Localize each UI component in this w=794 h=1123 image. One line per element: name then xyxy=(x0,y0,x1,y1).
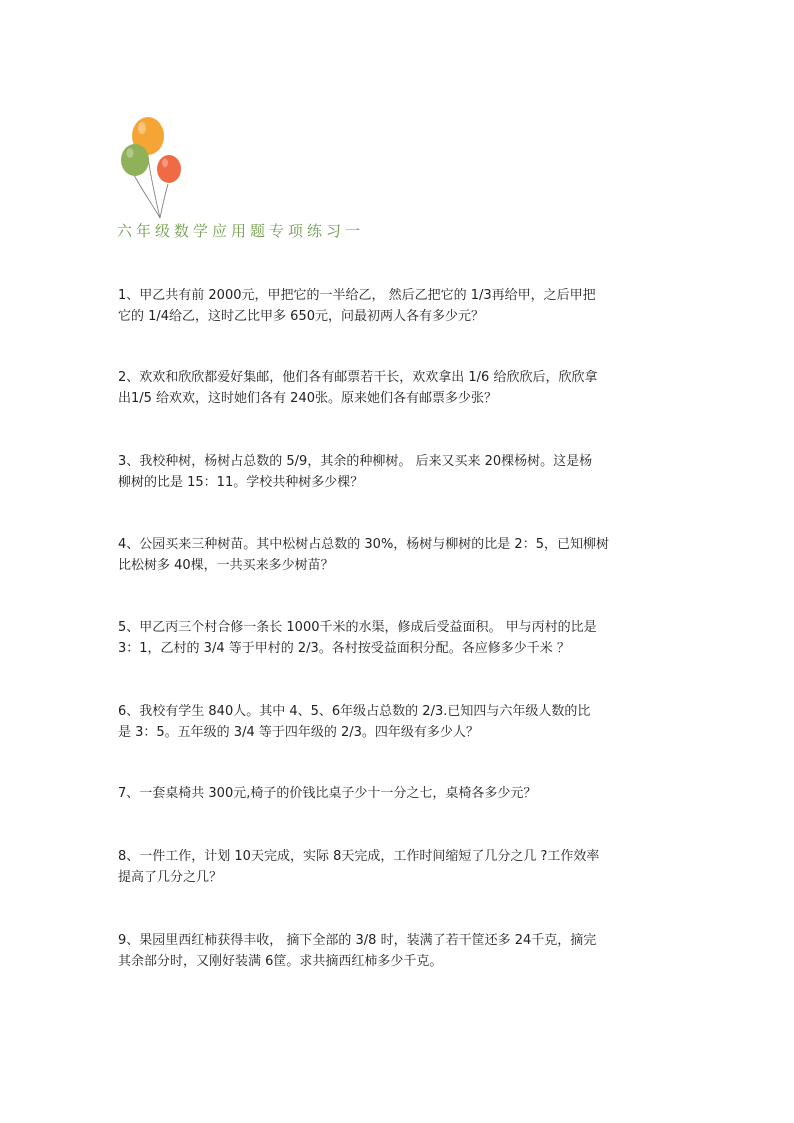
problem-line: 1、甲乙共有前 2000元，甲把它的一半给乙， 然后乙把它的 1/3再给甲，之后甲把 xyxy=(118,288,596,303)
problem-line: 3：1，乙村的 3/4 等于甲村的 2/3。各村按受益面积分配。各应修多少千米 ？ xyxy=(118,641,570,656)
problem-line: 出1/5 给欢欢，这时她们各有 240张。原来她们各有邮票多少张？ xyxy=(118,391,497,406)
problem-line: 9、果园里西红柿获得丰收， 摘下全部的 3/8 时，装满了若干筐还多 24千克，摘完 xyxy=(118,933,597,948)
problem-line: 3、我校种树，杨树占总数的 5/9，其余的种柳树。 后来又买来 20棵杨树。这是杨 xyxy=(118,454,593,469)
problem-1 xyxy=(118,285,678,327)
problem-line: 提高了几分之几？ xyxy=(118,870,223,885)
problem-3 xyxy=(118,451,678,493)
problem-line: 7、一套桌椅共 300元,椅子的价钱比桌子少十一分之七，桌椅各多少元？ xyxy=(118,786,537,801)
problem-line: 是 3：5。五年级的 3/4 等于四年级的 2/3。四年级有多少人？ xyxy=(118,725,479,740)
problem-line: 柳树的比是 15：11。学校共种树多少棵？ xyxy=(118,475,364,490)
page-title: 六年级数学应用题专项练习一 xyxy=(117,222,365,240)
problem-5 xyxy=(118,617,678,659)
problem-7 xyxy=(118,783,678,804)
problem-line: 比松树多 40棵，一共买来多少树苗？ xyxy=(118,558,334,573)
red-balloon xyxy=(157,155,181,183)
problem-8 xyxy=(118,846,678,888)
problem-line: 6、我校有学生 840人。其中 4、5、6年级占总数的 2/3.已知四与六年级人数的比 xyxy=(118,704,591,719)
problem-line: 2、欢欢和欣欣都爱好集邮，他们各有邮票若干长，欢欢拿出 1/6 给欣欣后，欣欣拿 xyxy=(118,370,598,385)
problem-2 xyxy=(118,367,678,409)
problem-line: 5、甲乙丙三个村合修一条长 1000千米的水渠，修成后受益面积。 甲与丙村的比是 xyxy=(118,620,597,635)
problem-4 xyxy=(118,534,678,576)
problem-line: 它的 1/4给乙，这时乙比甲多 650元，问最初两人各有多少元？ xyxy=(118,309,484,324)
problem-line: 4、公园买来三种树苗。其中松树占总数的 30%，杨树与柳树的比是 2：5，已知柳树 xyxy=(118,537,609,552)
balloons-illustration xyxy=(112,112,192,224)
problem-6 xyxy=(118,701,678,743)
problem-line: 8、一件工作，计划 10天完成，实际 8天完成，工作时间缩短了几分之几 ?工作效率 xyxy=(118,849,600,864)
problem-line: 其余部分时，又刚好装满 6筐。求共摘西红柿多少千克。 xyxy=(118,954,443,969)
problem-9 xyxy=(118,930,678,972)
green-balloon xyxy=(121,144,149,176)
